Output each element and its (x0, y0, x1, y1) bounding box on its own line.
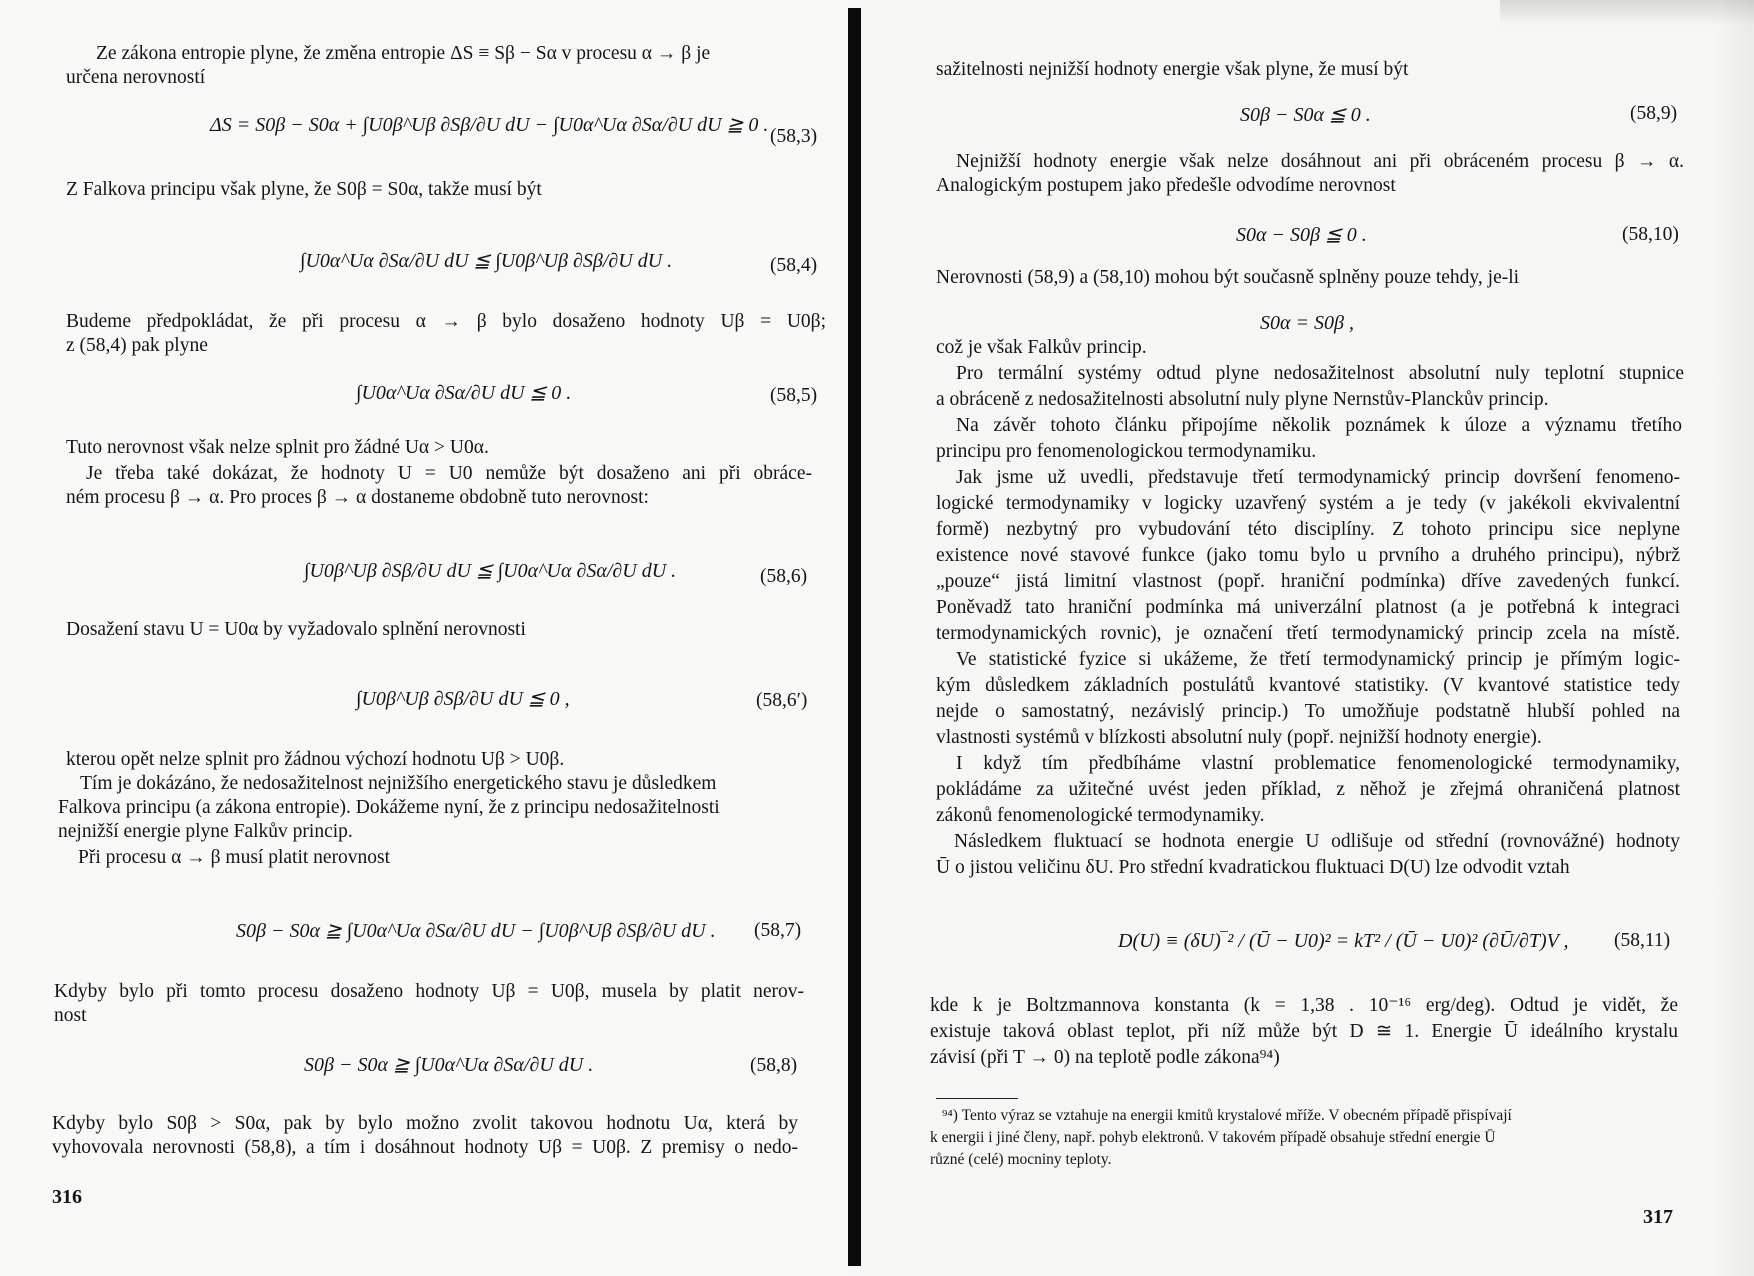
text-line: Na závěr tohoto článku připojíme několik poznámek k úloze a významu třetího (956, 415, 1682, 436)
text-line: logické termodynamiky v logicky uzavřený systém a je tedy (v jakékoli ekvivalentní (936, 493, 1680, 514)
text-line: určena nerovností (66, 67, 206, 88)
text-line: Je třeba také dokázat, že hodnoty U = U0 nemůže být dosaženo ani při obráce- (86, 463, 812, 484)
text-line: Kdyby bylo při tomto procesu dosaženo hodnoty Uβ = U0β, musela by platit nerov- (54, 981, 804, 1002)
text-line: kde k je Boltzmannova konstanta (k = 1,38 . 10⁻¹⁶ erg/deg). Odtud je vidět, že (930, 995, 1678, 1016)
equation: ∫U0α^Uα ∂Sα/∂U dU ≦ ∫U0β^Uβ ∂Sβ/∂U dU . (300, 250, 673, 272)
text-line: termodynamických rovnic), je označení třetí termodynamický princip zcela na místě. (936, 623, 1680, 644)
footnote-line: ⁹⁴) Tento výraz se vztahuje na energii kmitů krystalové mříže. V obecném případě přispívají (942, 1107, 1512, 1124)
text-line: ném procesu β → α. Pro proces β → α dostaneme obdobně tuto nerovnost: (66, 487, 649, 508)
equation-number: (58,5) (770, 385, 818, 406)
text-line: kým důsledkem základních postulátů kvantové statistiky. (V kvantové statistice tedy (936, 675, 1680, 696)
equation-number: (58,10) (1622, 224, 1679, 245)
text-line: Ze zákona entropie plyne, že změna entropie ΔS ≡ Sβ − Sα v procesu α → β je (96, 43, 711, 64)
text-line: Tuto nerovnost však nelze splnit pro žádné Uα > U0α. (66, 437, 489, 458)
page-number: 316 (52, 1186, 82, 1208)
text-line: Poněvadž tato hraniční podmínka má univerzální platnost (a je potřebná k integraci (936, 597, 1680, 618)
equation-number: (58,7) (754, 920, 802, 941)
text-line: formě) nezbytný pro vybudování této disciplíny. Z tohoto principu sice neplyne (936, 519, 1680, 540)
text-line: Nerovnosti (58,9) a (58,10) mohou být současně splněny pouze tehdy, je-li (936, 267, 1520, 288)
text-line: nejde o samostatný, nezávislý princip.) To umožňuje podstatně hlubší pohled na (936, 701, 1680, 722)
text-line: Ū o jistou veličinu δU. Pro střední kvadratickou fluktuaci D(U) lze odvodit vztah (936, 857, 1570, 878)
equation-number: (58,3) (770, 126, 818, 147)
text-line: „pouze“ jistá limitní vlastnost (popř. hraniční podmínka) dříve zavedených funkcí. (936, 571, 1680, 592)
equation-number: (58,4) (770, 255, 818, 276)
text-line: kterou opět nelze splnit pro žádnou výchozí hodnotu Uβ > U0β. (66, 749, 565, 770)
text-line: nejnižší energie plyne Falkův princip. (58, 821, 353, 842)
footnote-rule (936, 1098, 1018, 1099)
text-line: pokládáme za užitečné uvést jeden příklad, z něhož je zřejmá ohraničená platnost (936, 779, 1680, 800)
text-line: sažitelnosti nejnižší hodnoty energie však plyne, že musí být (936, 59, 1409, 80)
footnote-line: k energii i jiné členy, např. pohyb elektronů. V takovém případě obsahuje střední energie Ū (930, 1129, 1496, 1146)
text-line: Pro termální systémy odtud plyne nedosažitelnost absolutní nuly teplotní stupnice (956, 363, 1684, 384)
text-line: Z Falkova principu však plyne, že S0β = S0α, takže musí být (66, 179, 542, 200)
equation: S0β − S0α ≦ 0 . (1240, 104, 1371, 126)
text-line: zákonů fenomenologické termodynamiky. (936, 805, 1265, 826)
text-line: Ve statistické fyzice si ukážeme, že třetí termodynamický princip je přímým logic- (956, 649, 1680, 670)
text-line: Dosažení stavu U = U0α by vyžadovalo splnění nerovnosti (66, 619, 526, 640)
equation: S0α − S0β ≦ 0 . (1236, 224, 1367, 246)
text-line: nost (54, 1005, 87, 1026)
text-line: existence nové stavové funkce (jako tomu bylo u prvního a druhého principu), nýbrž (936, 545, 1680, 566)
equation-number: (58,8) (750, 1055, 798, 1076)
footnote-line: různé (celé) mocniny teploty. (930, 1151, 1112, 1168)
equation-number: (58,9) (1630, 103, 1678, 124)
text-line: principu pro fenomenologickou termodynamiku. (936, 441, 1317, 462)
book-gutter (848, 8, 861, 1266)
equation: S0β − S0α ≧ ∫U0α^Uα ∂Sα/∂U dU − ∫U0β^Uβ ∂Sβ/∂U dU . (236, 920, 716, 942)
equation: ∫U0β^Uβ ∂Sβ/∂U dU ≦ ∫U0α^Uα ∂Sα/∂U dU . (304, 560, 677, 582)
text-line: Budeme předpokládat, že při procesu α → β bylo dosaženo hodnoty Uβ = U0β; (66, 311, 826, 332)
text-line: což je však Falkův princip. (936, 337, 1147, 358)
equation-number: (58,6) (760, 566, 808, 587)
equation: ∫U0α^Uα ∂Sα/∂U dU ≦ 0 . (356, 382, 572, 404)
equation-number: (58,6′) (756, 690, 808, 711)
text-line: Analogickým postupem jako předešle odvodíme nerovnost (936, 175, 1396, 196)
equation: ∫U0β^Uβ ∂Sβ/∂U dU ≦ 0 , (356, 688, 570, 710)
text-line: Nejnižší hodnoty energie však nelze dosáhnout ani při obráceném procesu β → α. (956, 151, 1684, 172)
text-line: Kdyby bylo S0β > S0α, pak by bylo možno zvolit takovou hodnotu Uα, která by (52, 1113, 798, 1134)
equation-number: (58,11) (1614, 930, 1671, 951)
page-corner-shadow (1500, 0, 1754, 26)
text-line: Tím je dokázáno, že nedosažitelnost nejnižšího energetického stavu je důsledkem (80, 773, 717, 794)
text-line: Následkem fluktuací se hodnota energie U odlišuje od střední (rovnovážné) hodnoty (954, 831, 1680, 852)
equation: D(U) ≡ (δU)‾² / (Ū − U0)² = kT² / (Ū − U0)² (∂Ū/∂T)V , (1118, 930, 1569, 952)
text-line: vyhovovala nerovnosti (58,8), a tím i dosáhnout hodnoty Uβ = U0β. Z premisy o nedo- (52, 1137, 798, 1158)
equation: ΔS = S0β − S0α + ∫U0β^Uβ ∂Sβ/∂U dU − ∫U0α^Uα ∂Sα/∂U dU ≧ 0 . (210, 114, 769, 136)
text-line: závisí (při T → 0) na teplotě podle zákona⁹⁴) (930, 1047, 1280, 1068)
text-line: a obráceně z nedosažitelnosti absolutní nuly plyne Nernstův-Planckův princip. (936, 389, 1549, 410)
text-line: Při procesu α → β musí platit nerovnost (78, 847, 391, 868)
equation: S0α = S0β , (1260, 312, 1354, 334)
text-line: Falkova principu (a zákona entropie). Dokážeme nyní, že z principu nedosažitelnosti (58, 797, 720, 818)
page-edge-shadow (1714, 0, 1754, 1276)
text-line: z (58,4) pak plyne (66, 335, 208, 356)
text-line: existuje taková oblast teplot, při níž může být D ≅ 1. Energie Ū ideálního krystalu (930, 1021, 1678, 1042)
equation: S0β − S0α ≧ ∫U0α^Uα ∂Sα/∂U dU . (304, 1054, 594, 1076)
text-line: I když tím předbíháme vlastní problematice fenomenologické termodynamiky, (956, 753, 1680, 774)
page-number: 317 (1643, 1206, 1673, 1228)
text-line: Jak jsme už uvedli, představuje třetí termodynamický princip dovršení fenomeno- (956, 467, 1680, 488)
text-line: vlastnosti systémů v blízkosti absolutní nuly (popř. nejnižší hodnoty energie). (936, 727, 1542, 748)
